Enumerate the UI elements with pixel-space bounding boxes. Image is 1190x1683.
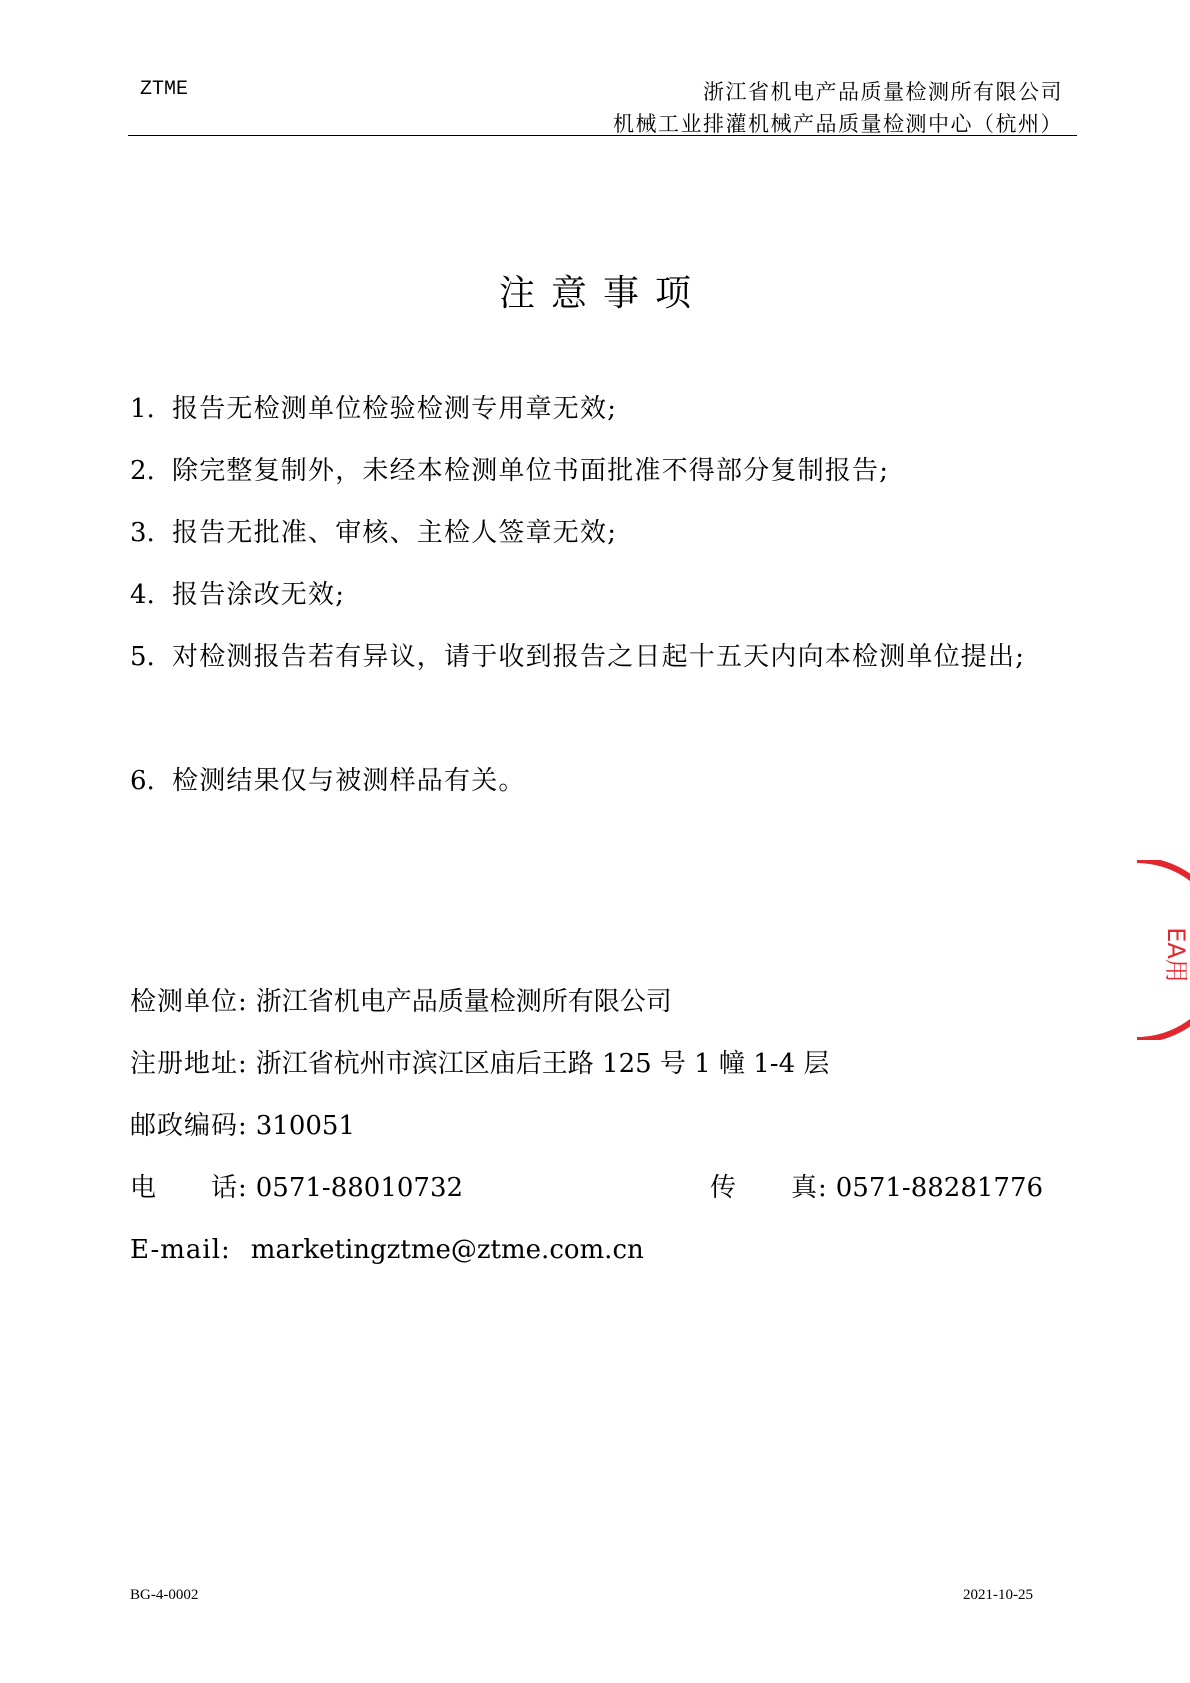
notice-text: 报告无批准、审核、主检人签章无效; — [172, 518, 618, 548]
notice-number: 3. — [130, 518, 155, 548]
info-address-row — [130, 1047, 1080, 1109]
page-title: 注意事项 — [498, 273, 707, 314]
notice-text: 报告涂改无效; — [172, 580, 346, 610]
notice-text: 除完整复制外，未经本检测单位书面批准不得部分复制报告; — [172, 456, 890, 486]
address-label: 注册地址: — [130, 1049, 248, 1079]
phone-label: 电 话: — [130, 1173, 248, 1203]
seal-text: EA用 — [1162, 927, 1190, 983]
fax-value: 0571-88281776 — [835, 1173, 1044, 1203]
info-phone-row — [130, 1171, 1080, 1233]
header-center-name: 机械工业排灌机械产品质量检测中心（杭州） — [613, 112, 1063, 136]
notice-number: 6. — [130, 766, 155, 796]
header-right — [613, 76, 1063, 140]
footer-date: 2021-10-25 — [963, 1587, 1033, 1603]
contact-info — [130, 985, 1080, 1295]
info-postcode-row — [130, 1109, 1080, 1171]
unit-label: 检测单位: — [130, 987, 248, 1017]
fax-label: 传 真: — [710, 1173, 828, 1203]
notice-item — [130, 764, 1080, 826]
notice-list — [130, 392, 1080, 826]
header-left-code: ZTME — [140, 78, 189, 101]
header-divider — [128, 135, 1077, 136]
postcode-label: 邮政编码: — [130, 1111, 248, 1141]
notice-text: 报告无检测单位检验检测专用章无效; — [172, 394, 618, 424]
footer-doc-code: BG-4-0002 — [130, 1587, 199, 1603]
notice-number: 4. — [130, 580, 155, 610]
notice-number: 5. — [130, 642, 155, 672]
email-label: E-mail: — [130, 1235, 231, 1265]
info-unit-row — [130, 985, 1080, 1047]
unit-value: 浙江省机电产品质量检测所有限公司 — [255, 987, 672, 1017]
notice-item — [130, 640, 1080, 764]
address-value: 浙江省杭州市滨江区庙后王路 125 号 1 幢 1-4 层 — [255, 1049, 830, 1079]
notice-number: 2. — [130, 456, 155, 486]
notice-text: 对检测报告若有异议，请于收到报告之日起十五天内向本检测单位提出; — [172, 642, 1026, 672]
notice-item — [130, 454, 1080, 516]
info-email-row — [130, 1233, 1080, 1295]
phone-value: 0571-88010732 — [255, 1173, 464, 1203]
seal-stamp — [1135, 860, 1190, 1040]
notice-number: 1. — [130, 394, 155, 424]
email-value[interactable]: marketingztme@ztme.com.cn — [250, 1235, 644, 1265]
notice-text: 检测结果仅与被测样品有关。 — [172, 766, 526, 796]
postcode-value: 310051 — [255, 1111, 356, 1141]
notice-item — [130, 392, 1080, 454]
fax-block — [710, 1171, 1043, 1205]
header-company-name: 浙江省机电产品质量检测所有限公司 — [703, 80, 1063, 104]
notice-item — [130, 516, 1080, 578]
